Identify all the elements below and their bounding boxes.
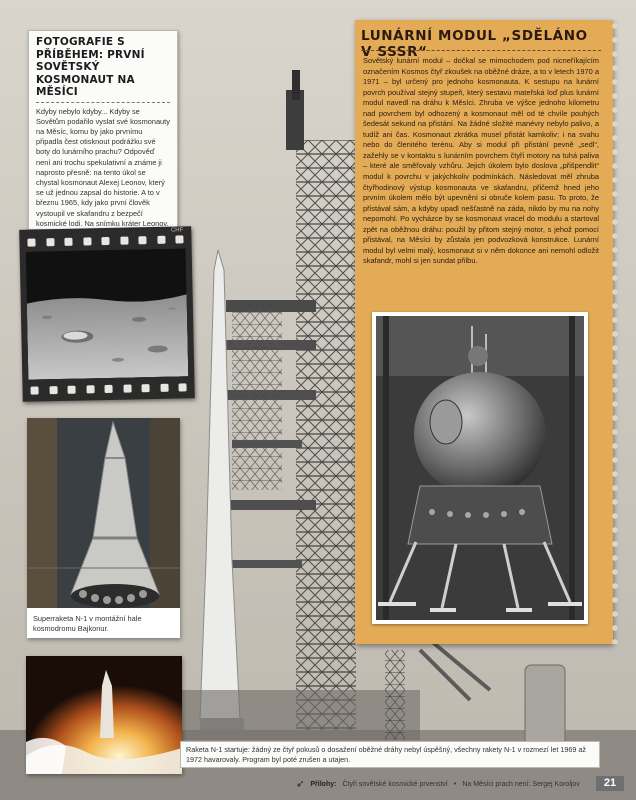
footer — [296, 779, 580, 790]
footer-label: Přílohy: — [310, 781, 337, 788]
module-title: LUNÁRNÍ MODUL „SDĚLÁNO V SSSR“ — [361, 28, 588, 60]
title-divider — [361, 50, 601, 51]
footer-separator: • — [453, 781, 457, 788]
footer-item-1: Čtyři sovětské kosmické prvenství — [342, 781, 448, 788]
page-number: 21 — [596, 776, 624, 791]
lunar-module-photo-frame — [372, 312, 588, 624]
lunar-module-notebook — [355, 20, 613, 644]
film-strip — [19, 226, 195, 402]
film-perforations-top — [27, 235, 183, 248]
leonov-crater-photo — [26, 248, 189, 379]
rocket-caption: Superraketa N-1 v montážní hale kosmodromu Bajkonur. — [33, 614, 142, 633]
film-code: CHF — [170, 227, 184, 234]
n1-launch-photo — [26, 656, 182, 774]
story-card — [28, 30, 178, 230]
story-title: FOTOGRAFIE S PŘÍBĚHEM: PRVNÍ SOVĚTSKÝ KOSMONAUT NA MĚSÍCI — [36, 36, 170, 103]
footer-item-2: Na Měsíci prach není: Sergej Koroljov — [462, 781, 580, 788]
lunar-module-photo — [376, 316, 584, 620]
n1-rocket-photo-card — [27, 418, 180, 638]
module-body: Sovětský lunární modul – dočkal se mimochodem pod nicneříkajícím označením Kosmos čtyř zkoušek na oběžné dráze, a to v letech 1970 a 1971 – byl určený pro jednoho kosmonauta. K sestupu na lunární povrch používal stejný stupeň, který sestavu mateřská loď plus lunární modul navedl na dráhu k Měsíci. Zhruba ve výšce jednoho kilometru nad povrchem byl odhozený a kosmonaut měl od té chvíle pouhých šedesát sekund na přistání. Na žádné složité manévry nebylo palivo, a tudíž ani čas. Kosmonaut zkrátka musel přistát kamkoliv: i na svahu nebo do členitého terénu. Aby si modul při přistání pevně „sedl“, zažehly se v kontaktu s lunárním povrchem čtyři motory na tuhá paliva – které ale směřovaly vzhůru. Jejich úkolem bylo doslova „přišpendlit“ modul k povrchu v jakýchkoliv podmínkách. Následovat měl zhruba čtyřhodinový výstup kosmonauta ve skafandru, přičemž hned jeho prvním úkolem mělo být upevnění si obruče kolem pasu. To proto, že přistával sám, a kdyby upadl nešťastně na záda, nikdo by mu na nohy nepomohl. Po vycházce by se kosmonaut vracel do modulu a startoval zpět na oběžnou dráhu: použil by přitom stejný motor, s jehož pomocí přistával, na Měsíci by zůstala jen podvozková konstrukce. Lunární modul byl velmi malý, kosmonaut si v něm dokonce ani nemohl odložit skafandr, mohl si jen sundat přilbu. — [363, 56, 599, 266]
launch-caption: Raketa N-1 startuje: žádný ze čtyř pokusů o dosažení oběžné dráhy nebyl úspěšný, všechny rakety N-1 v rozmezí let 1969 až 1972 havarovaly. Program byl poté zrušen a utajen. — [180, 741, 600, 768]
story-body: Kdyby nebylo kdyby... Kdyby se Sovětům podařilo vyslat své kosmonauty na Měsíc, komu by jako prvnímu připadla čest otisknout podrážku své boty do lunárního prachu? Odpověď není ani trochu spekulativní a známe ji naprosto přesně: na tento úkol se chystal kosmonaut Alexej Leonov, který se už jednou zapsal do historie. A to v březnu 1965, kdy jako první člověk vystoupil ve skafandru z bezpečí kosmické lodi. Na snímku kráter Leonov. — [36, 106, 170, 228]
film-perforations-bottom — [31, 383, 187, 396]
bird-icon: ➶ — [296, 779, 305, 790]
n1-rocket-assembly-photo — [27, 418, 180, 608]
